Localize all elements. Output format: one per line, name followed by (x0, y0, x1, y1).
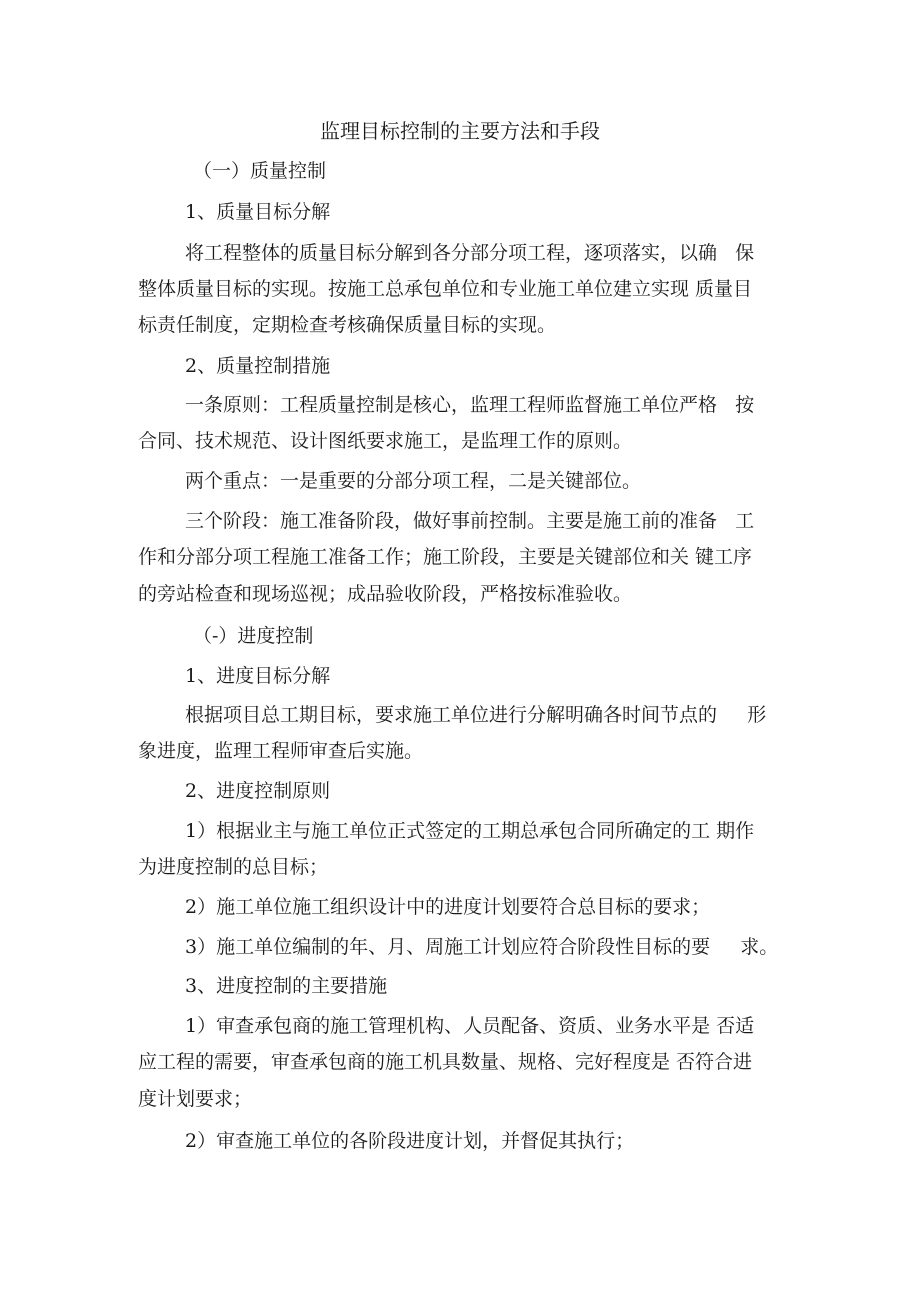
paragraph-line: 标责任制度，定期检查考核确保质量目标的实现。 (138, 314, 557, 336)
paragraph-line: 作和分部分项工程施工准备工作；施工阶段，主要是关键部位和关 键工序 (138, 546, 753, 568)
paragraph-line: 三个阶段：施工准备阶段，做好事前控制。主要是施工前的准备 工 (185, 510, 755, 532)
paragraph-line: 象进度，监理工程师审查后实施。 (138, 740, 424, 762)
document-title: 监理目标控制的主要方法和手段 (320, 119, 600, 143)
paragraph-line: 应工程的需要，审查承包商的施工机具数量、规格、完好程度是 否符合进 (138, 1051, 753, 1073)
paragraph-line: 的旁站检查和现场巡视；成品验收阶段，严格按标准验收。 (138, 583, 633, 605)
subheading-progress-target: 1、进度目标分解 (185, 665, 331, 687)
section-heading-quality: （一）质量控制 (193, 160, 327, 182)
subheading-progress-principles: 2、进度控制原则 (185, 780, 331, 802)
paragraph-line: 根据项目总工期目标，要求施工单位进行分解明确各时间节点的 形 (185, 704, 767, 726)
paragraph-line: 为进度控制的总目标； (138, 856, 329, 878)
subheading-quality-measures: 2、质量控制措施 (185, 355, 331, 377)
paragraph-line: 1）审查承包商的施工管理机构、人员配备、资质、业务水平是 否适 (185, 1015, 755, 1037)
paragraph-line: 2）审查施工单位的各阶段进度计划，并督促其执行； (185, 1130, 635, 1152)
paragraph-line: 3）施工单位编制的年、月、周施工计划应符合阶段性目标的要 求。 (185, 936, 779, 958)
paragraph-line: 一条原则：工程质量控制是核心，监理工程师监督施工单位严格 按 (185, 394, 755, 416)
subheading-quality-target: 1、质量目标分解 (185, 201, 331, 223)
subheading-progress-measures: 3、进度控制的主要措施 (185, 975, 388, 997)
paragraph-line: 1）根据业主与施工单位正式签定的工期总承包合同所确定的工 期作 (185, 820, 755, 842)
paragraph-line: 2）施工单位施工组织设计中的进度计划要符合总目标的要求； (185, 896, 711, 918)
paragraph-line: 合同、技术规范、设计图纸要求施工，是监理工作的原则。 (138, 430, 633, 452)
paragraph-line: 度计划要求； (138, 1088, 253, 1110)
paragraph-line: 整体质量目标的实现。按施工总承包单位和专业施工单位建立实现 质量目 (138, 278, 753, 300)
paragraph-line: 将工程整体的质量目标分解到各分部分项工程，逐项落实，以确 保 (185, 242, 755, 264)
section-heading-progress: （-）进度控制 (193, 625, 314, 647)
paragraph-line: 两个重点：一是重要的分部分项工程，二是关键部位。 (185, 470, 642, 492)
